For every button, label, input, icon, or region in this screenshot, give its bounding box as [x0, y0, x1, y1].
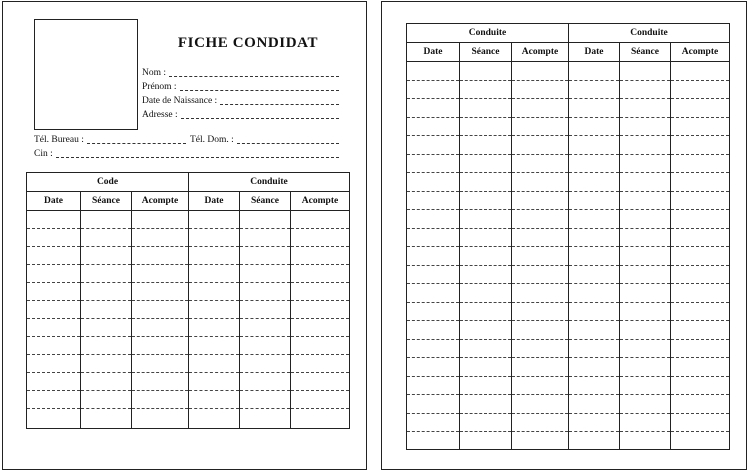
entry-cell[interactable]: [189, 337, 240, 355]
entry-cell[interactable]: [407, 395, 460, 414]
column-header-seance: Séance: [620, 43, 671, 62]
entry-cell[interactable]: [81, 391, 132, 409]
entry-cell[interactable]: [460, 413, 512, 432]
entry-cell[interactable]: [460, 136, 512, 155]
group-header-conduite: Conduite: [407, 24, 569, 43]
entry-cell[interactable]: [132, 391, 189, 409]
entry-cell[interactable]: [569, 99, 620, 118]
entry-cell[interactable]: [569, 339, 620, 358]
entry-cell[interactable]: [460, 339, 512, 358]
entry-cell[interactable]: [240, 409, 291, 429]
entry-cell[interactable]: [620, 321, 671, 340]
entry-cell[interactable]: [81, 283, 132, 301]
entry-cell[interactable]: [189, 391, 240, 409]
table-row: [27, 319, 350, 337]
column-header-acompte: Acompte: [512, 43, 569, 62]
entry-cell[interactable]: [81, 373, 132, 391]
entry-cell[interactable]: [291, 391, 350, 409]
column-header-date: Date: [407, 43, 460, 62]
table-row: [407, 173, 730, 192]
entry-cell[interactable]: [569, 136, 620, 155]
cin-label: Cin :: [34, 149, 53, 159]
entry-cell[interactable]: [620, 395, 671, 414]
table-row: [407, 339, 730, 358]
conduite-log-page: [381, 1, 747, 470]
entry-cell[interactable]: [569, 358, 620, 377]
prenom-line: [180, 90, 339, 91]
entry-cell[interactable]: [460, 284, 512, 303]
entry-cell[interactable]: [189, 283, 240, 301]
entry-cell[interactable]: [132, 409, 189, 429]
entry-cell[interactable]: [569, 284, 620, 303]
entry-cell[interactable]: [291, 229, 350, 247]
entry-cell[interactable]: [132, 265, 189, 283]
table-row: [27, 355, 350, 373]
entry-cell[interactable]: [407, 117, 460, 136]
column-header-seance: Séance: [460, 43, 512, 62]
entry-cell[interactable]: [512, 321, 569, 340]
entry-cell[interactable]: [189, 301, 240, 319]
entry-cell[interactable]: [620, 302, 671, 321]
entry-cell[interactable]: [407, 80, 460, 99]
entry-cell[interactable]: [27, 229, 81, 247]
entry-cell[interactable]: [512, 247, 569, 266]
entry-cell[interactable]: [132, 337, 189, 355]
entry-cell[interactable]: [407, 191, 460, 210]
entry-cell[interactable]: [407, 228, 460, 247]
entry-cell[interactable]: [460, 358, 512, 377]
entry-cell[interactable]: [460, 395, 512, 414]
entry-cell[interactable]: [671, 117, 730, 136]
entry-cell[interactable]: [81, 355, 132, 373]
entry-cell[interactable]: [189, 355, 240, 373]
tel-dom-field[interactable]: [190, 135, 339, 146]
entry-cell[interactable]: [189, 373, 240, 391]
entry-cell[interactable]: [512, 265, 569, 284]
entry-cell[interactable]: [27, 373, 81, 391]
table-row: [27, 211, 350, 229]
entry-cell[interactable]: [671, 395, 730, 414]
entry-cell[interactable]: [512, 191, 569, 210]
group-header-conduite: Conduite: [569, 24, 730, 43]
tel-bureau-field[interactable]: [34, 135, 186, 146]
entry-cell[interactable]: [671, 154, 730, 173]
entry-cell[interactable]: [620, 154, 671, 173]
entry-cell[interactable]: [407, 62, 460, 81]
entry-cell[interactable]: [512, 228, 569, 247]
table-row: [407, 413, 730, 432]
entry-cell[interactable]: [189, 229, 240, 247]
entry-cell[interactable]: [569, 191, 620, 210]
entry-cell[interactable]: [132, 229, 189, 247]
entry-cell[interactable]: [671, 228, 730, 247]
prenom-field[interactable]: [142, 82, 339, 93]
entry-cell[interactable]: [512, 358, 569, 377]
adresse-line: [181, 118, 339, 119]
entry-cell[interactable]: [512, 173, 569, 192]
entry-cell[interactable]: [407, 265, 460, 284]
table-row: [27, 409, 350, 429]
entry-cell[interactable]: [569, 228, 620, 247]
entry-cell[interactable]: [512, 302, 569, 321]
entry-cell[interactable]: [81, 337, 132, 355]
entry-cell[interactable]: [569, 80, 620, 99]
entry-cell[interactable]: [512, 154, 569, 173]
conduite-table: [406, 23, 730, 450]
column-header-seance: Séance: [240, 192, 291, 211]
entry-cell[interactable]: [240, 391, 291, 409]
entry-cell[interactable]: [569, 117, 620, 136]
entry-cell[interactable]: [240, 301, 291, 319]
entry-cell[interactable]: [512, 136, 569, 155]
table-row: [27, 337, 350, 355]
entry-cell[interactable]: [407, 136, 460, 155]
entry-cell[interactable]: [512, 99, 569, 118]
entry-cell[interactable]: [27, 409, 81, 429]
table-row: [27, 247, 350, 265]
entry-cell[interactable]: [189, 211, 240, 229]
entry-cell[interactable]: [671, 376, 730, 395]
entry-cell[interactable]: [240, 319, 291, 337]
entry-cell[interactable]: [132, 211, 189, 229]
table-row: [407, 376, 730, 395]
table-row: [27, 265, 350, 283]
photo-box: [34, 19, 138, 130]
table-row: [407, 321, 730, 340]
entry-cell[interactable]: [620, 228, 671, 247]
date-naissance-field[interactable]: [142, 96, 339, 107]
entry-cell[interactable]: [671, 62, 730, 81]
entry-cell[interactable]: [512, 413, 569, 432]
entry-cell[interactable]: [569, 265, 620, 284]
entry-cell[interactable]: [189, 247, 240, 265]
entry-cell[interactable]: [620, 117, 671, 136]
entry-cell[interactable]: [620, 210, 671, 229]
entry-cell[interactable]: [27, 355, 81, 373]
entry-cell[interactable]: [620, 136, 671, 155]
entry-cell[interactable]: [407, 302, 460, 321]
entry-cell[interactable]: [291, 265, 350, 283]
form-title: FICHE CONDIDAT: [177, 35, 319, 51]
entry-cell[interactable]: [460, 321, 512, 340]
entry-cell[interactable]: [671, 358, 730, 377]
entry-cell[interactable]: [291, 211, 350, 229]
entry-cell[interactable]: [81, 211, 132, 229]
entry-cell[interactable]: [671, 80, 730, 99]
table-row: [27, 229, 350, 247]
entry-cell[interactable]: [407, 358, 460, 377]
entry-cell[interactable]: [460, 247, 512, 266]
entry-cell[interactable]: [460, 80, 512, 99]
date-naissance-line: [220, 104, 339, 105]
code-conduite-table: [26, 172, 350, 429]
column-header-seance: Séance: [81, 192, 132, 211]
entry-cell[interactable]: [512, 432, 569, 450]
entry-cell[interactable]: [407, 154, 460, 173]
entry-cell[interactable]: [132, 355, 189, 373]
entry-cell[interactable]: [189, 319, 240, 337]
nom-field[interactable]: [142, 68, 339, 79]
entry-cell[interactable]: [240, 283, 291, 301]
entry-cell[interactable]: [512, 395, 569, 414]
entry-cell[interactable]: [620, 247, 671, 266]
adresse-field[interactable]: [142, 110, 339, 121]
cin-line: [56, 157, 339, 158]
entry-cell[interactable]: [240, 211, 291, 229]
table-row: [407, 265, 730, 284]
entry-cell[interactable]: [240, 373, 291, 391]
table-row: [407, 432, 730, 450]
tel-bureau-line: [87, 143, 186, 144]
entry-cell[interactable]: [460, 173, 512, 192]
entry-cell[interactable]: [620, 62, 671, 81]
table-row: [407, 228, 730, 247]
table-row: [407, 247, 730, 266]
table-row: [27, 301, 350, 319]
entry-cell[interactable]: [460, 62, 512, 81]
table-row: [407, 62, 730, 81]
entry-cell[interactable]: [620, 376, 671, 395]
entry-cell[interactable]: [460, 154, 512, 173]
table-row: [27, 283, 350, 301]
table-row: [407, 284, 730, 303]
entry-cell[interactable]: [27, 391, 81, 409]
table-row: [407, 395, 730, 414]
entry-cell[interactable]: [81, 265, 132, 283]
entry-cell[interactable]: [569, 395, 620, 414]
entry-cell[interactable]: [569, 173, 620, 192]
nom-line: [169, 76, 339, 77]
entry-cell[interactable]: [240, 355, 291, 373]
entry-cell[interactable]: [671, 136, 730, 155]
entry-cell[interactable]: [407, 99, 460, 118]
table-row: [407, 302, 730, 321]
column-header-acompte: Acompte: [291, 192, 350, 211]
column-header-acompte: Acompte: [132, 192, 189, 211]
entry-cell[interactable]: [569, 432, 620, 450]
table-row: [407, 99, 730, 118]
table-row: [27, 391, 350, 409]
column-header-date: Date: [27, 192, 81, 211]
group-header-conduite: Conduite: [189, 173, 350, 192]
entry-cell[interactable]: [460, 228, 512, 247]
prenom-label: Prénom :: [142, 82, 177, 92]
entry-cell[interactable]: [620, 173, 671, 192]
group-header-code: Code: [27, 173, 189, 192]
entry-cell[interactable]: [27, 283, 81, 301]
entry-cell[interactable]: [512, 210, 569, 229]
entry-cell[interactable]: [291, 409, 350, 429]
entry-cell[interactable]: [512, 339, 569, 358]
entry-cell[interactable]: [291, 301, 350, 319]
entry-cell[interactable]: [620, 80, 671, 99]
entry-cell[interactable]: [671, 432, 730, 450]
entry-cell[interactable]: [27, 337, 81, 355]
entry-cell[interactable]: [291, 319, 350, 337]
entry-cell[interactable]: [240, 229, 291, 247]
entry-cell[interactable]: [407, 432, 460, 450]
entry-cell[interactable]: [460, 210, 512, 229]
entry-cell[interactable]: [569, 62, 620, 81]
entry-cell[interactable]: [132, 319, 189, 337]
entry-cell[interactable]: [27, 247, 81, 265]
entry-cell[interactable]: [81, 247, 132, 265]
entry-cell[interactable]: [671, 210, 730, 229]
entry-cell[interactable]: [671, 284, 730, 303]
entry-cell[interactable]: [81, 319, 132, 337]
entry-cell[interactable]: [569, 321, 620, 340]
entry-cell[interactable]: [407, 321, 460, 340]
entry-cell[interactable]: [81, 229, 132, 247]
entry-cell[interactable]: [671, 247, 730, 266]
entry-cell[interactable]: [291, 355, 350, 373]
entry-cell[interactable]: [460, 432, 512, 450]
entry-cell[interactable]: [620, 432, 671, 450]
entry-cell[interactable]: [460, 376, 512, 395]
entry-cell[interactable]: [460, 265, 512, 284]
entry-cell[interactable]: [189, 409, 240, 429]
entry-cell[interactable]: [620, 99, 671, 118]
entry-cell[interactable]: [460, 99, 512, 118]
entry-cell[interactable]: [569, 210, 620, 229]
entry-cell[interactable]: [671, 413, 730, 432]
entry-cell[interactable]: [620, 358, 671, 377]
entry-cell[interactable]: [407, 173, 460, 192]
table-row: [407, 136, 730, 155]
entry-cell[interactable]: [671, 173, 730, 192]
entry-cell[interactable]: [407, 247, 460, 266]
table-row: [407, 117, 730, 136]
entry-cell[interactable]: [512, 376, 569, 395]
entry-cell[interactable]: [620, 284, 671, 303]
entry-cell[interactable]: [81, 409, 132, 429]
entry-cell[interactable]: [671, 99, 730, 118]
entry-cell[interactable]: [569, 413, 620, 432]
entry-cell[interactable]: [27, 265, 81, 283]
entry-cell[interactable]: [569, 247, 620, 266]
candidate-form-page: [2, 1, 367, 470]
entry-cell[interactable]: [460, 191, 512, 210]
entry-cell[interactable]: [512, 80, 569, 99]
entry-cell[interactable]: [240, 247, 291, 265]
nom-label: Nom :: [142, 68, 167, 78]
table-row: [407, 154, 730, 173]
entry-cell[interactable]: [291, 247, 350, 265]
entry-cell[interactable]: [671, 191, 730, 210]
entry-cell[interactable]: [460, 117, 512, 136]
entry-cell[interactable]: [671, 321, 730, 340]
entry-cell[interactable]: [291, 337, 350, 355]
entry-cell[interactable]: [132, 301, 189, 319]
entry-cell[interactable]: [27, 301, 81, 319]
cin-field[interactable]: [34, 149, 339, 160]
entry-cell[interactable]: [291, 373, 350, 391]
entry-cell[interactable]: [407, 339, 460, 358]
entry-cell[interactable]: [407, 413, 460, 432]
table-row: [407, 191, 730, 210]
entry-cell[interactable]: [620, 339, 671, 358]
entry-cell[interactable]: [671, 265, 730, 284]
entry-cell[interactable]: [240, 337, 291, 355]
entry-cell[interactable]: [132, 283, 189, 301]
entry-cell[interactable]: [512, 62, 569, 81]
column-header-acompte: Acompte: [671, 43, 730, 62]
entry-cell[interactable]: [671, 339, 730, 358]
tel-bureau-label: Tél. Bureau :: [34, 135, 84, 145]
table-row: [407, 358, 730, 377]
date-naissance-label: Date de Naissance :: [142, 96, 218, 106]
entry-cell[interactable]: [27, 319, 81, 337]
entry-cell[interactable]: [620, 413, 671, 432]
entry-cell[interactable]: [407, 210, 460, 229]
table-row: [27, 373, 350, 391]
tel-dom-line: [237, 143, 339, 144]
entry-cell[interactable]: [671, 302, 730, 321]
entry-cell[interactable]: [569, 154, 620, 173]
entry-cell[interactable]: [512, 117, 569, 136]
entry-cell[interactable]: [189, 265, 240, 283]
entry-cell[interactable]: [291, 283, 350, 301]
adresse-label: Adresse :: [142, 110, 178, 120]
column-header-date: Date: [189, 192, 240, 211]
entry-cell[interactable]: [240, 265, 291, 283]
column-header-date: Date: [569, 43, 620, 62]
entry-cell[interactable]: [132, 247, 189, 265]
entry-cell[interactable]: [27, 211, 81, 229]
entry-cell[interactable]: [569, 376, 620, 395]
table-row: [407, 210, 730, 229]
entry-cell[interactable]: [620, 265, 671, 284]
entry-cell[interactable]: [132, 373, 189, 391]
entry-cell[interactable]: [512, 284, 569, 303]
entry-cell[interactable]: [81, 301, 132, 319]
tel-dom-label: Tél. Dom. :: [190, 135, 234, 145]
entry-cell[interactable]: [407, 284, 460, 303]
entry-cell[interactable]: [407, 376, 460, 395]
entry-cell[interactable]: [460, 302, 512, 321]
entry-cell[interactable]: [569, 302, 620, 321]
entry-cell[interactable]: [620, 191, 671, 210]
table-row: [407, 80, 730, 99]
